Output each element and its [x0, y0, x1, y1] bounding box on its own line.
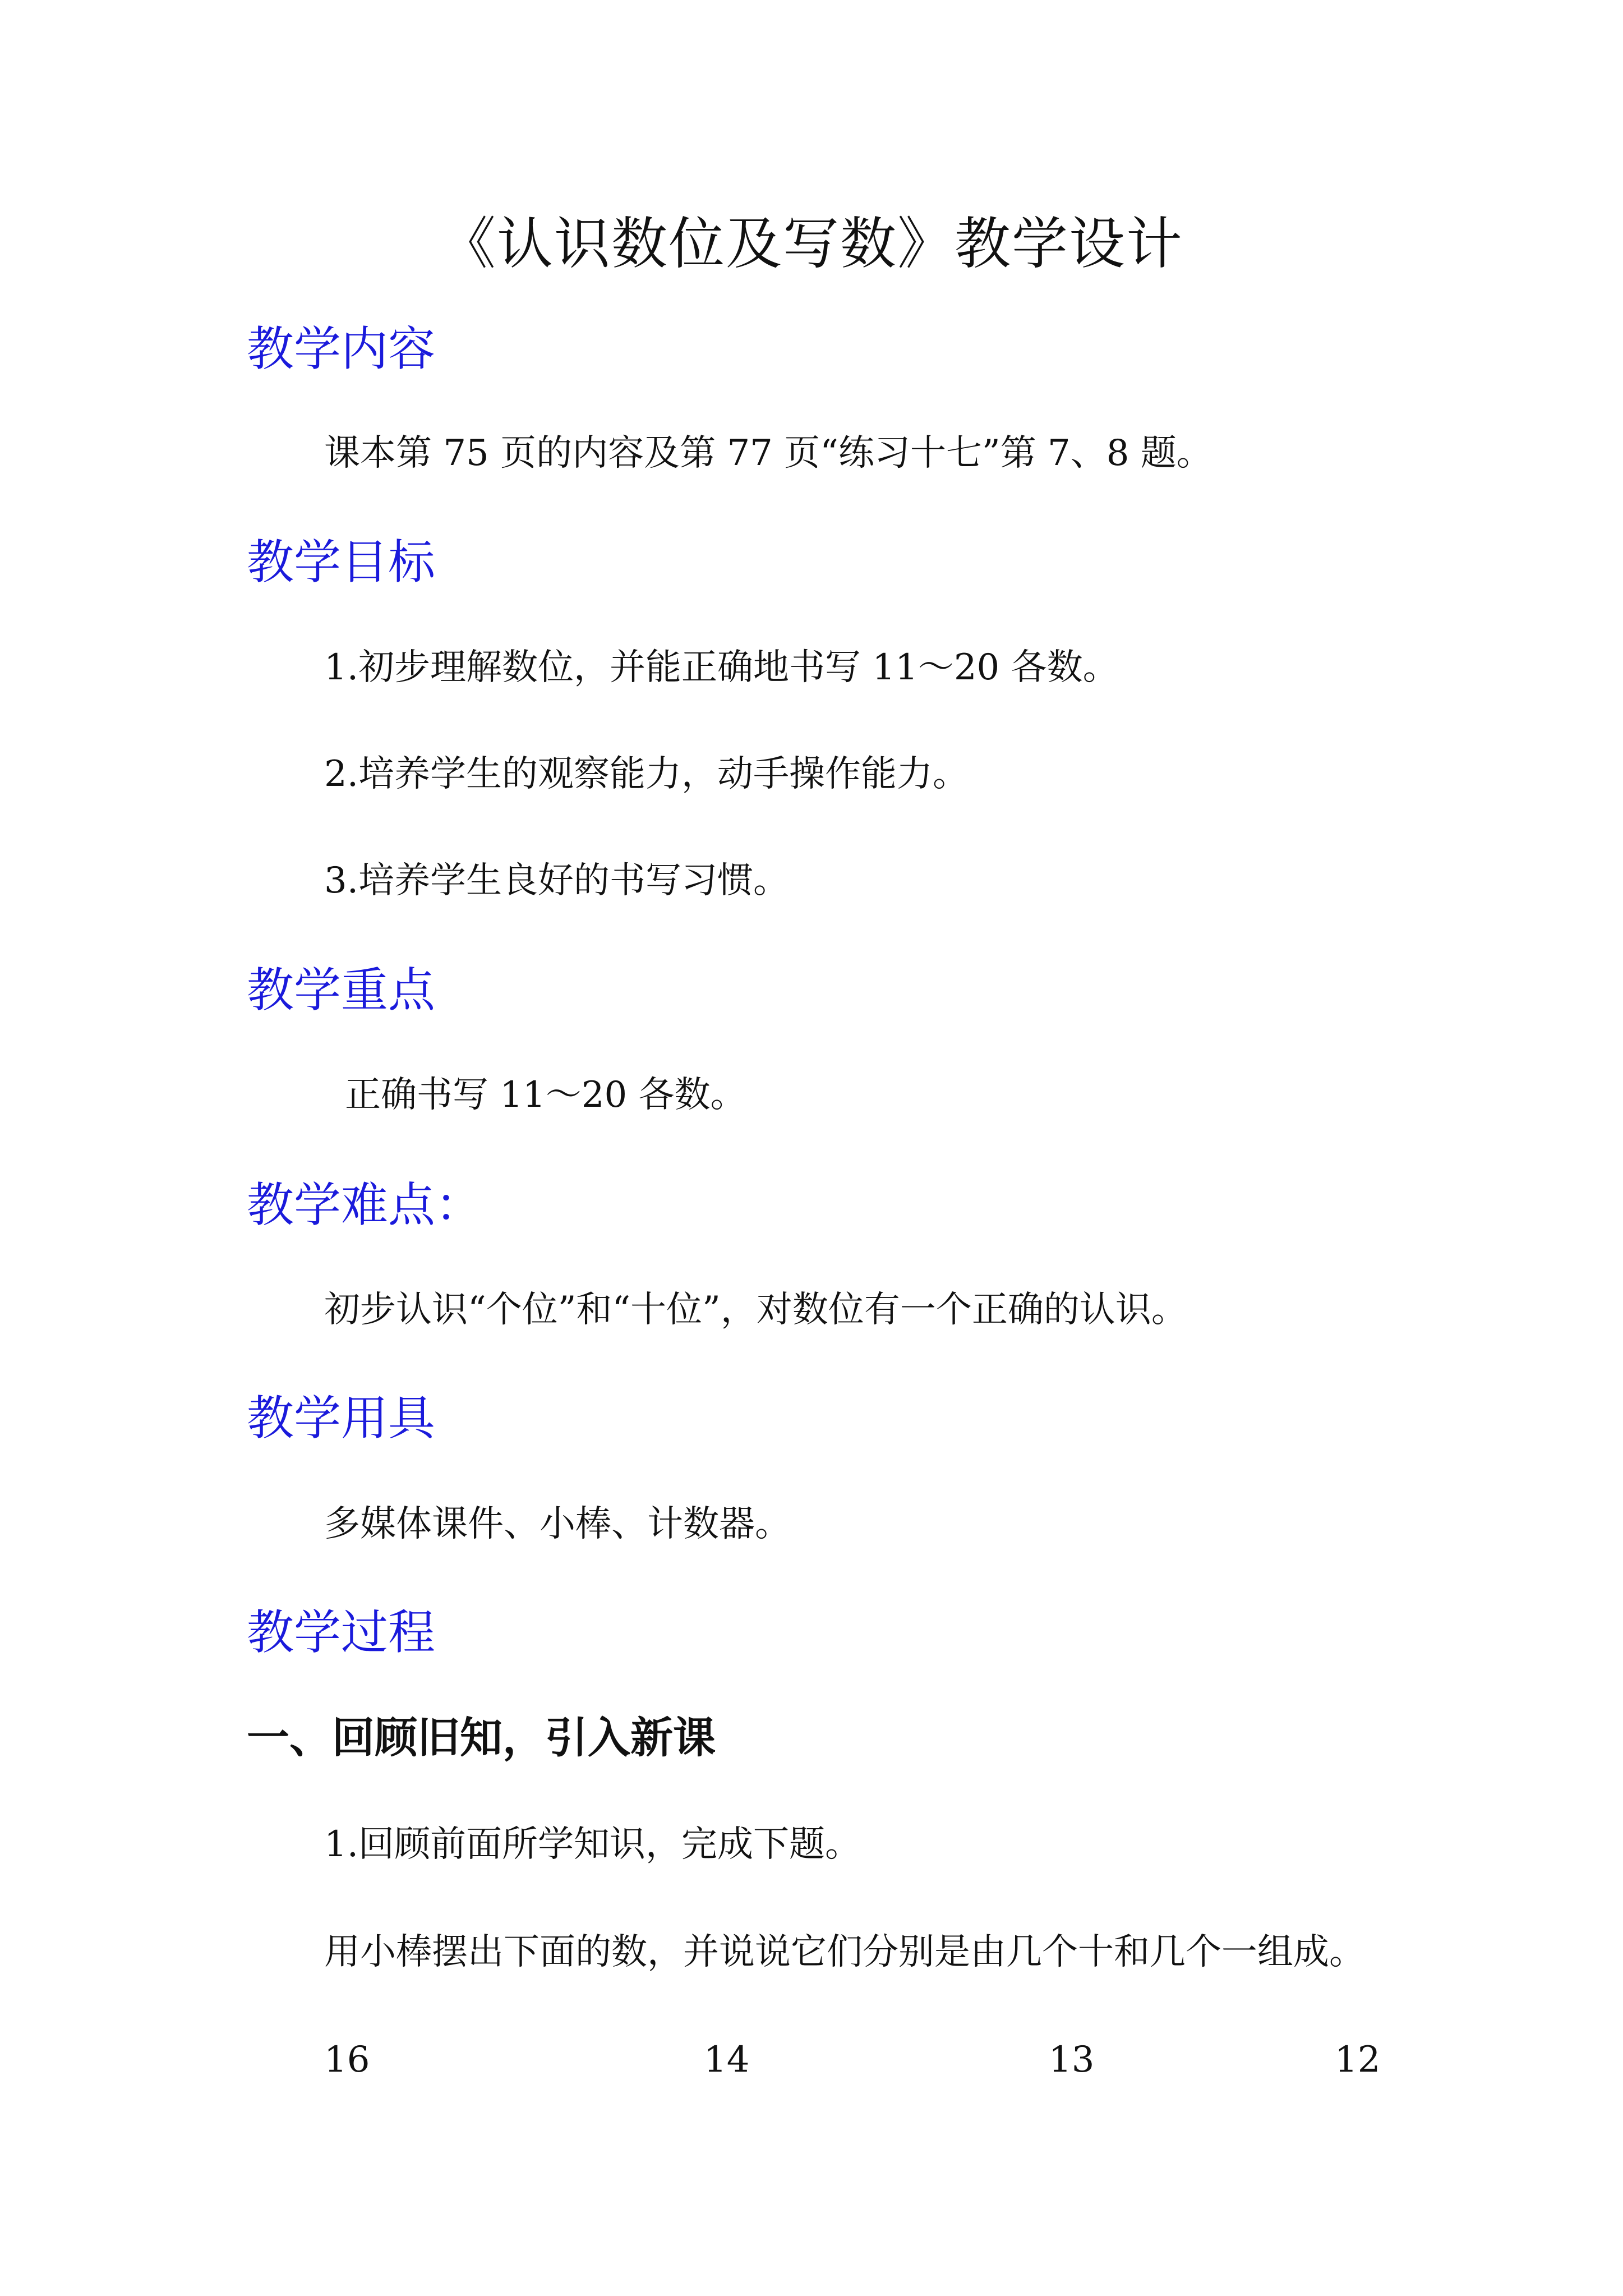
teaching-content-text: 课本第 75 页的内容及第 77 页“练习十七”第 7、8 题。	[324, 432, 1212, 474]
heading-teaching-goals: 教学目标	[247, 535, 436, 590]
number-13: 13	[1049, 2039, 1095, 2081]
heading-difficulty: 教学难点：	[247, 1177, 483, 1232]
step-1-instruction: 用小棒摆出下面的数，并说说它们分别是由几个十和几个一组成。	[324, 1931, 1365, 1973]
number-14: 14	[704, 2039, 750, 2081]
step-1-heading: 一、回顾旧知，引入新课	[247, 1713, 716, 1763]
step-1-item-1: 1.回顾前面所学知识，完成下题。	[324, 1824, 861, 1865]
number-16: 16	[324, 2039, 370, 2081]
teaching-tools-text: 多媒体课件、小棒、计数器。	[324, 1503, 791, 1545]
heading-teaching-process: 教学过程	[247, 1605, 436, 1660]
heading-key-point: 教学重点	[247, 963, 436, 1018]
goal-item-1: 1.初步理解数位，并能正确地书写 11～20 各数。	[324, 647, 1119, 688]
heading-teaching-tools: 教学用具	[247, 1391, 436, 1446]
number-12: 12	[1335, 2039, 1381, 2081]
heading-teaching-content: 教学内容	[247, 321, 436, 376]
goal-item-3: 3.培养学生良好的书写习惯。	[324, 860, 790, 901]
key-point-text: 正确书写 11～20 各数。	[345, 1074, 746, 1116]
difficulty-text: 初步认识“个位”和“十位”，对数位有一个正确的认识。	[324, 1289, 1187, 1331]
goal-item-2: 2.培养学生的观察能力，动手操作能力。	[324, 753, 969, 795]
document-title: 《认识数位及写数》教学设计	[440, 211, 1183, 277]
